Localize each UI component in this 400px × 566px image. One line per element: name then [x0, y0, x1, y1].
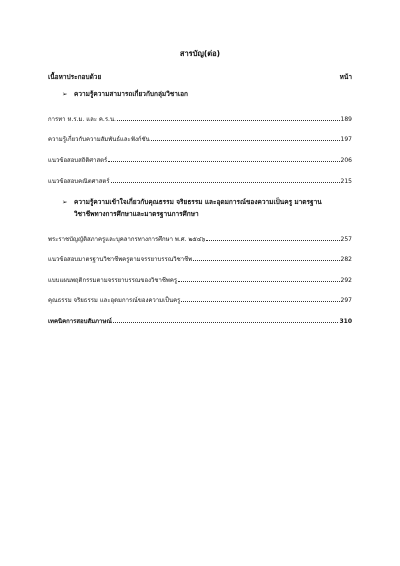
dot-leader: [193, 259, 339, 261]
toc-entry-label: การทา ห.ร.ม. และ ค.ร.น.: [48, 116, 116, 123]
section-heading-text-line2: วิชาชีพทางการศึกษาและมาตรฐานการศึกษา: [74, 210, 199, 218]
section-heading-text: ความรู้ความสามารถเกี่ยวกับกลุ่มวิชาเอก: [74, 90, 188, 98]
toc-entry[interactable]: [48, 297, 352, 305]
toc-entry-page: 257: [340, 236, 352, 243]
toc-entry-page: 282: [340, 256, 352, 263]
toc-entry-label: คุณธรรม จริยธรรม และอุดมการณ์ของความเป็นครู: [48, 297, 181, 304]
toc-entry[interactable]: [48, 116, 352, 124]
content-column-header: เนื้อหาประกอบด้วย: [48, 73, 102, 81]
arrow-bullet-icon: ➢: [62, 90, 68, 98]
page-title: สารบัญ(ต่อ): [179, 49, 221, 58]
toc-entry-label: แนวข้อสอบมาตรฐานวิชาชีพครูตามจรรยาบรรณวิชาชีพ: [48, 256, 193, 263]
toc-entry[interactable]: [48, 157, 352, 165]
toc-entry-label: พระราชบัญญัติสภาครูและบุคลากรทางการศึกษา พ.ศ. ๒๕๔๖: [48, 236, 206, 243]
toc-entry[interactable]: [48, 277, 352, 285]
toc-entry[interactable]: [48, 318, 352, 326]
toc-entry[interactable]: [48, 256, 352, 264]
toc-entry-page: 197: [340, 136, 352, 143]
dot-leader: [117, 119, 340, 121]
section-heading-text: ความรู้ความเข้าใจเกี่ยวกับคุณธรรม จริยธรรม และอุดมการณ์ของความเป็นครู มาตรฐาน: [74, 198, 322, 206]
dot-leader: [108, 160, 339, 162]
toc-entry[interactable]: [48, 236, 352, 244]
toc-entry[interactable]: [48, 136, 352, 144]
section-heading-ethics-standards: [62, 196, 362, 220]
page-column-header: หน้า: [339, 73, 352, 81]
arrow-bullet-icon: ➢: [62, 198, 68, 206]
toc-entry-label: แบบแผนพฤติกรรมตามจรรยาบรรณของวิชาชีพครู: [48, 277, 178, 284]
dot-leader: [111, 181, 340, 183]
dot-leader: [178, 280, 339, 282]
toc-entry-page: 215: [340, 178, 352, 185]
toc-entry-page: 292: [340, 277, 352, 284]
toc-entry-page: 206: [340, 157, 352, 164]
toc-entry-page: 189: [340, 116, 352, 123]
dot-leader: [151, 139, 340, 141]
toc-entry[interactable]: [48, 178, 352, 186]
toc-entry-label: แนวข้อสอบคณิตศาสตร์: [48, 178, 110, 185]
dot-leader: [113, 321, 339, 323]
toc-entry-label: แนวข้อสอบสถิติศาสตร์: [48, 157, 108, 164]
toc-entry-label: เทคนิคการสอบสัมภาษณ์: [48, 318, 112, 325]
dot-leader: [181, 300, 339, 302]
dot-leader: [206, 239, 339, 241]
toc-entry-page: 297: [340, 297, 352, 304]
toc-entry-page: 310: [339, 318, 352, 325]
section-heading-major-subject: [62, 88, 362, 100]
toc-entry-label: ความรู้เกี่ยวกับความสัมพันธ์และฟังก์ชัน: [48, 136, 150, 143]
